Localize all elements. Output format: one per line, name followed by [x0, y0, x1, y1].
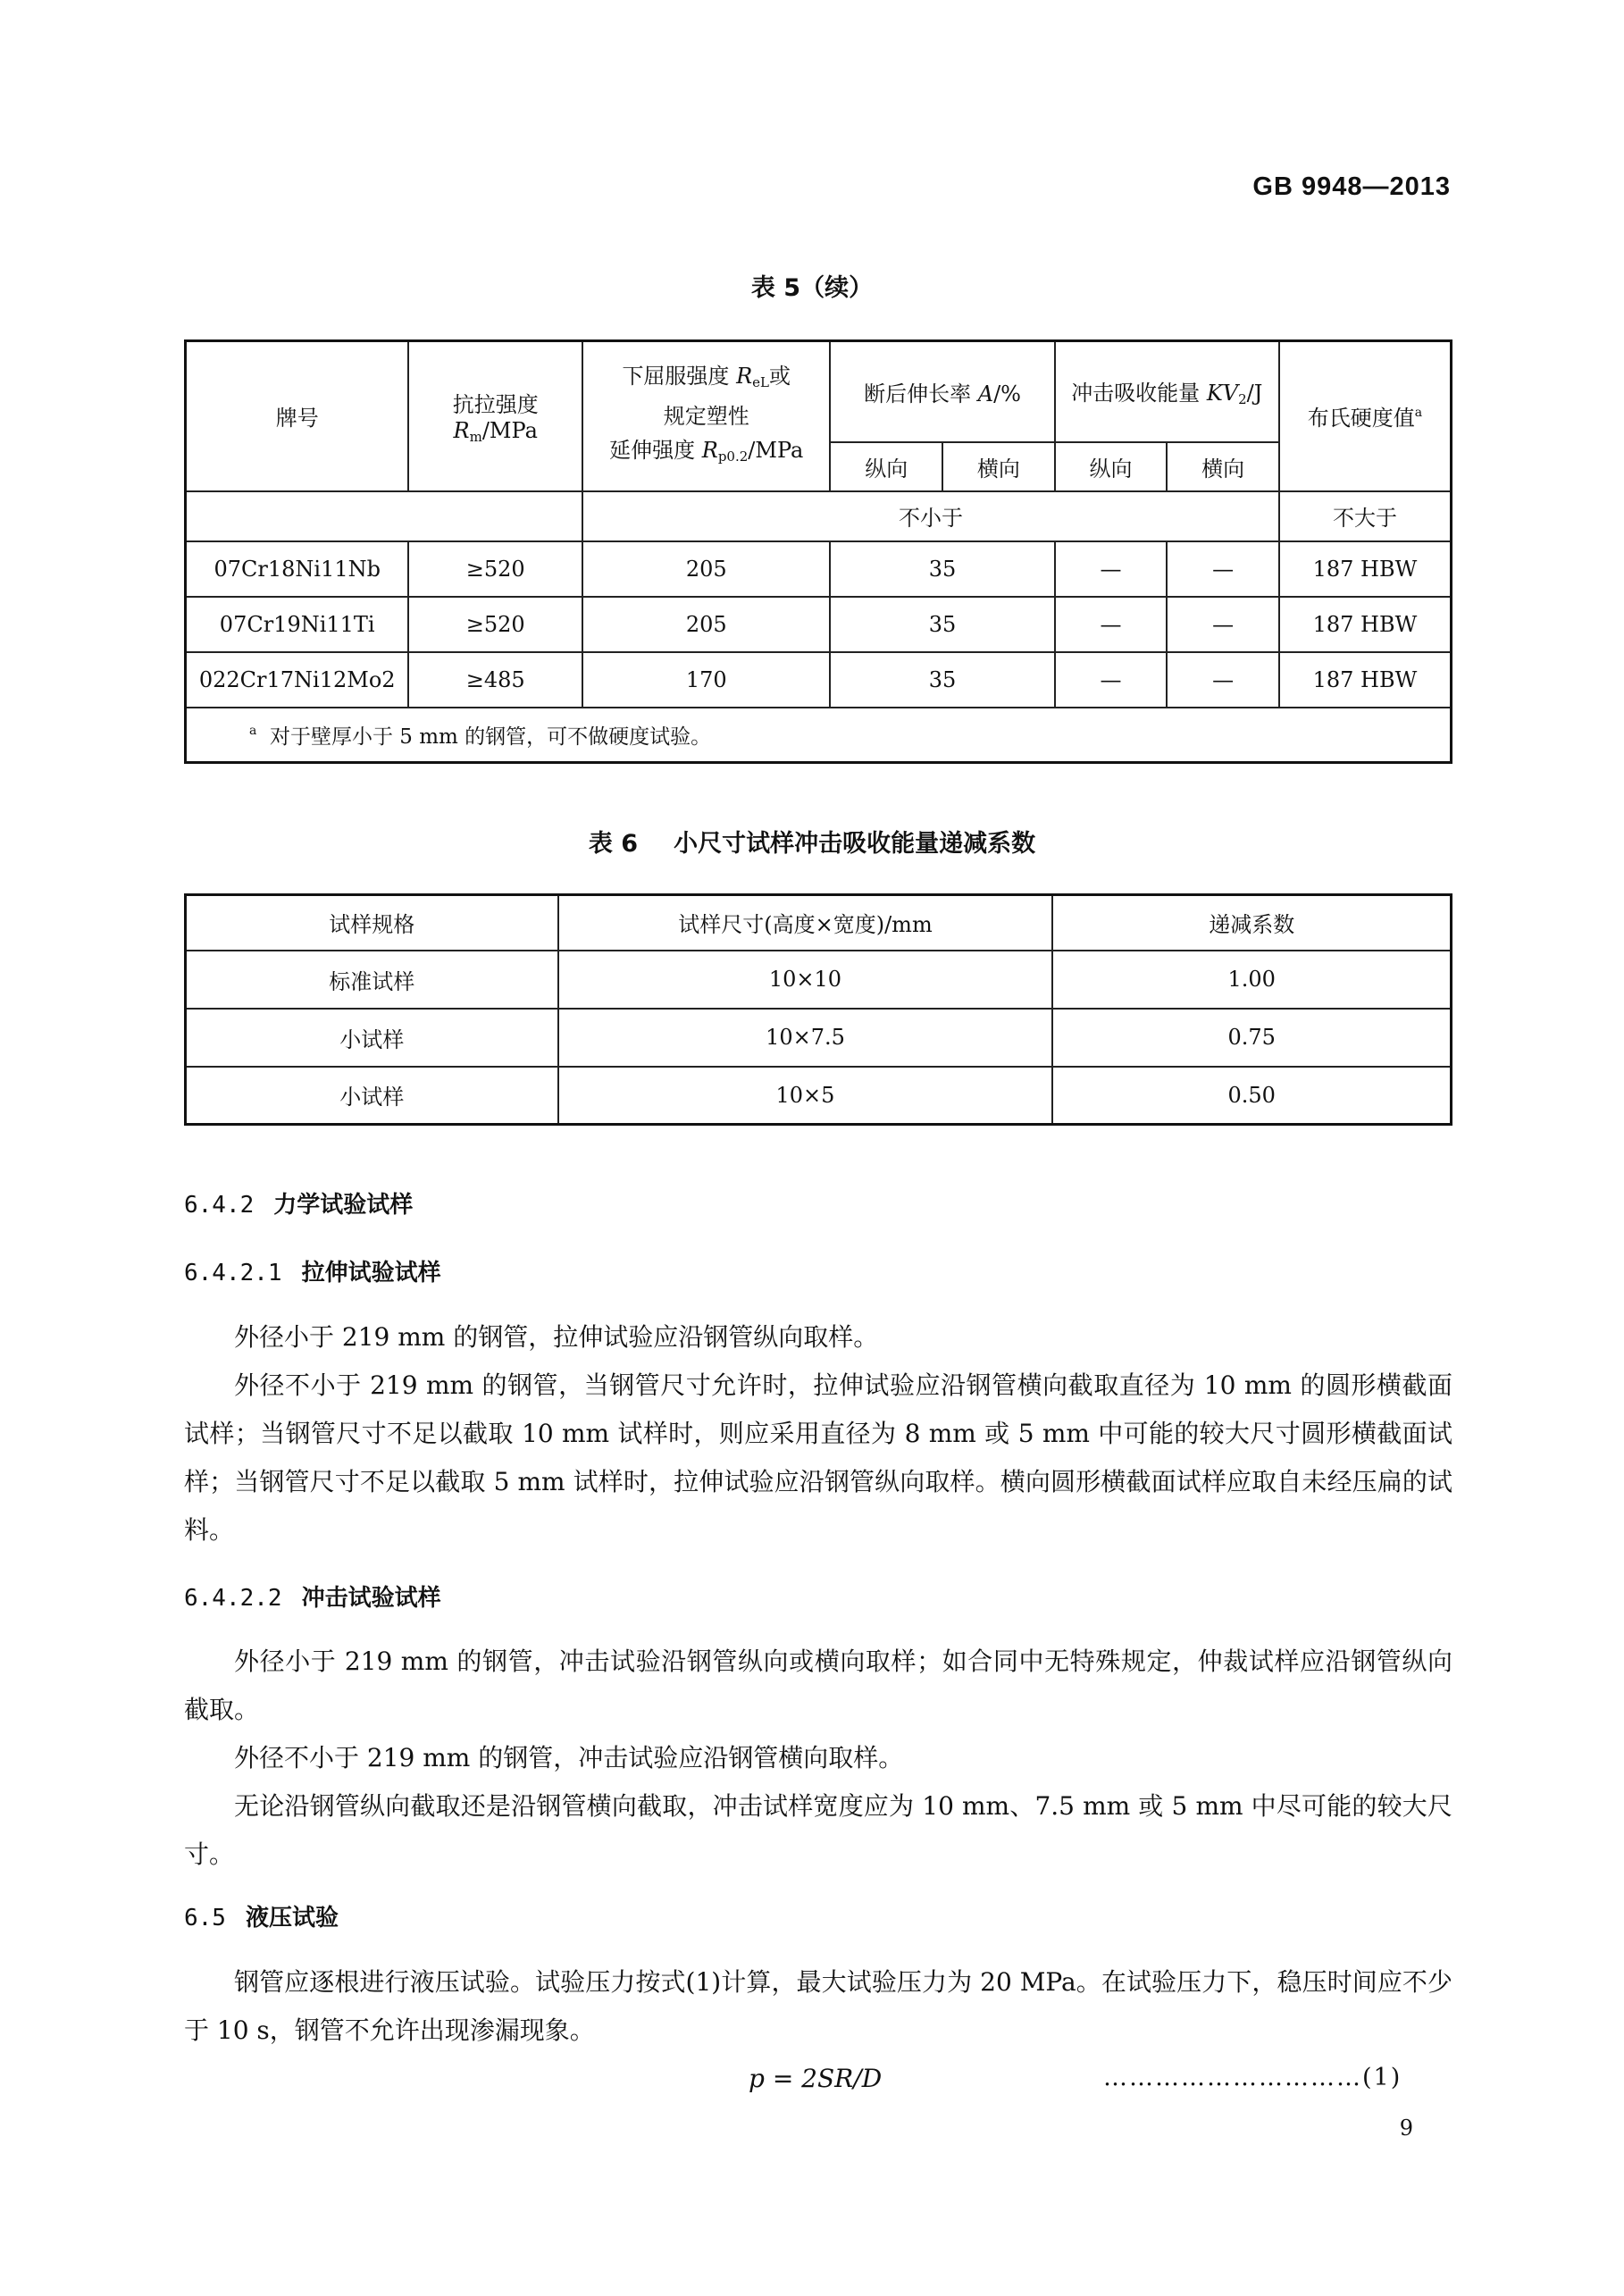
cell-elongation: 35: [830, 541, 1054, 597]
section-heading-6-4-2-1: 6.4.2.1 拉伸试验试样: [184, 1260, 441, 1286]
cell-size: 10×10: [558, 951, 1053, 1009]
table6-caption: 表 6 小尺寸试样冲击吸收能量递减系数: [588, 830, 1036, 858]
table-row: [186, 1067, 1452, 1125]
formula-number: …………………………(1): [1103, 2064, 1402, 2091]
header-elong-transverse: 横向: [942, 442, 1055, 491]
cell-impact-longitudinal: —: [1055, 597, 1168, 652]
cell-impact-transverse: —: [1167, 597, 1279, 652]
cell-elongation: 35: [830, 597, 1054, 652]
header-size: 试样尺寸(高度×宽度)/mm: [558, 895, 1053, 951]
table6: [184, 893, 1452, 1126]
cell-yield: 170: [582, 652, 830, 708]
cell-grade: 07Cr18Ni11Nb: [186, 541, 409, 597]
header-not-more: 不大于: [1279, 491, 1452, 541]
page-number: 9: [1399, 2116, 1413, 2141]
table-row: [186, 541, 1452, 597]
header-impact: 冲击吸收能量 $KV_2/J$: [1055, 341, 1279, 442]
section-heading-6-4-2-2: 6.4.2.2 冲击试验试样: [184, 1585, 441, 1612]
cell-tensile: ≥520: [408, 597, 582, 652]
cell-spec: 小试样: [186, 1067, 558, 1125]
formula: p = 2SR/D: [749, 2064, 883, 2093]
cell-grade: 07Cr19Ni11Ti: [186, 597, 409, 652]
table-row: [186, 597, 1452, 652]
cell-spec: 标准试样: [186, 951, 558, 1009]
cell-impact-longitudinal: —: [1055, 652, 1168, 708]
table-row: [186, 652, 1452, 708]
section-heading-6-4-2: 6.4.2 力学试验试样: [184, 1192, 414, 1219]
paragraph: 外径小于 219 mm 的钢管，拉伸试验应沿钢管纵向取样。: [234, 1322, 879, 1352]
table5-footnote: $^a$ 对于壁厚小于 5 mm 的钢管，可不做硬度试验。: [186, 708, 1452, 763]
cell-factor: 0.50: [1052, 1067, 1451, 1125]
paragraph: 外径不小于 219 mm 的钢管，冲击试验应沿钢管横向取样。: [234, 1743, 904, 1772]
header-impact-transverse: 横向: [1167, 442, 1279, 491]
paragraph: 外径不小于 219 mm 的钢管，当钢管尺寸允许时，拉伸试验应沿钢管横向截取直径为 10 mm 的圆形横截面试样；当钢管尺寸不足以截取 10 mm 试样时，则应采用直径为 8 mm 或 5 mm 中可能的较大尺寸圆形横截面试样；当钢管尺寸不足以截取 5 mm 试样时，拉伸试验应沿钢管纵向取样。横向圆形横截面试样应取自未经压扁的试料。: [184, 1370, 1452, 1545]
cell-tensile: ≥520: [408, 541, 582, 597]
header-tensile: 抗拉强度 $R_m$/MPa: [408, 341, 582, 491]
cell-hardness: 187 HBW: [1279, 652, 1452, 708]
header-yield: 下屈服强度 $R_{eL}$或 规定塑性 延伸强度 $R_{p0.2}$/MPa: [582, 341, 830, 491]
paragraph: 外径小于 219 mm 的钢管，冲击试验沿钢管纵向或横向取样；如合同中无特殊规定，仲裁试样应沿钢管纵向截取。: [184, 1647, 1452, 1724]
cell-factor: 0.75: [1052, 1009, 1451, 1067]
header-grade: 牌号: [186, 341, 409, 491]
header-hardness: 布氏硬度值$^a$: [1279, 341, 1452, 491]
cell-grade: 022Cr17Ni12Mo2: [186, 652, 409, 708]
section-heading-6-5: 6.5 液压试验: [184, 1905, 339, 1931]
cell-impact-transverse: —: [1167, 652, 1279, 708]
cell-hardness: 187 HBW: [1279, 597, 1452, 652]
cell-hardness: 187 HBW: [1279, 541, 1452, 597]
header-factor: 递减系数: [1052, 895, 1451, 951]
standard-code: GB 9948—2013: [1252, 172, 1451, 201]
header-impact-longitudinal: 纵向: [1055, 442, 1168, 491]
cell-tensile: ≥485: [408, 652, 582, 708]
cell-yield: 205: [582, 597, 830, 652]
cell-size: 10×5: [558, 1067, 1053, 1125]
cell-factor: 1.00: [1052, 951, 1451, 1009]
cell-size: 10×7.5: [558, 1009, 1053, 1067]
paragraph: 无论沿钢管纵向截取还是沿钢管横向截取，冲击试样宽度应为 10 mm、7.5 mm 或 5 mm 中尽可能的较大尺寸。: [184, 1791, 1452, 1869]
cell-spec: 小试样: [186, 1009, 558, 1067]
cell-yield: 205: [582, 541, 830, 597]
cell-impact-transverse: —: [1167, 541, 1279, 597]
paragraph: 钢管应逐根进行液压试验。试验压力按式(1)计算，最大试验压力为 20 MPa。在试验压力下，稳压时间应不少于 10 s，钢管不允许出现渗漏现象。: [184, 1967, 1452, 2045]
header-not-less: 不小于: [582, 491, 1279, 541]
header-elong-longitudinal: 纵向: [830, 442, 942, 491]
table-row: [186, 951, 1452, 1009]
header-elongation: 断后伸长率 A/%: [830, 341, 1054, 442]
cell-impact-longitudinal: —: [1055, 541, 1168, 597]
cell-elongation: 35: [830, 652, 1054, 708]
table-row: [186, 1009, 1452, 1067]
header-spec: 试样规格: [186, 895, 558, 951]
table5-caption: 表 5（续）: [750, 274, 874, 302]
header-spacer: [186, 491, 583, 541]
table5: [184, 339, 1452, 764]
